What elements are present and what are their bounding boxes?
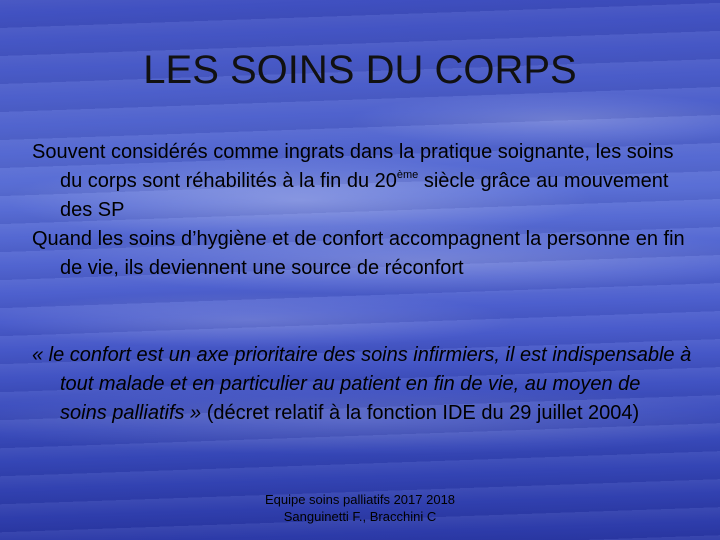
slide-title: LES SOINS DU CORPS bbox=[143, 48, 577, 92]
quote-italic: « le confort est un axe prioritaire des soins infirmiers, il est indispensable à tout malade et en particulier au patient en fin de vie, au moyen de soins palliatifs » bbox=[32, 344, 692, 424]
footer-line-2: Sanguinetti F., Bracchini C bbox=[283, 509, 437, 524]
paragraph-1-text: Souvent considérés comme ingrats dans la pratique soignante, les soins du corps sont réhabilités à la fin du 20 bbox=[32, 141, 674, 192]
paragraph-decree-quote bbox=[32, 341, 692, 428]
paragraph-rehabilitation bbox=[32, 138, 692, 225]
slide-body bbox=[32, 138, 692, 428]
spacer bbox=[32, 283, 692, 341]
slide-footer bbox=[0, 491, 720, 525]
paragraph-hygiene: Quand les soins d’hygiène et de confort accompagnent la personne en fin de vie, ils deviennent une source de réconfort bbox=[32, 228, 685, 279]
footer-line-1: Equipe soins palliatifs 2017 2018 bbox=[264, 492, 456, 507]
quote-source: (décret relatif à la fonction IDE du 29 juillet 2004) bbox=[201, 402, 640, 424]
superscript-eme: ème bbox=[396, 169, 419, 181]
paragraph-1-tail: siècle grâce au mouvement des SP bbox=[60, 170, 669, 221]
